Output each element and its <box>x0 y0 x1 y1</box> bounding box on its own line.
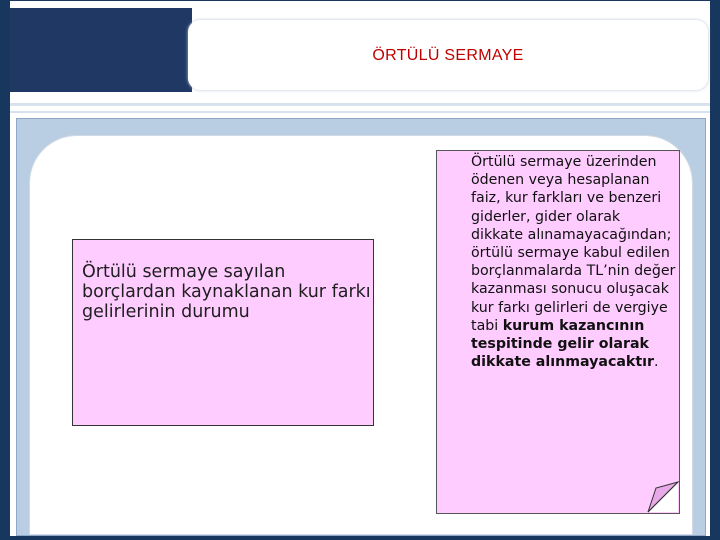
explanation-normal-text: Örtülü sermaye üzerinden ödenen veya hesaplanan faiz, kur farkları ve benzeri giderler, gider olarak dikkate alınamayacağından; örtülü sermaye kabul edilen borçlanmalarda TL’nin değer kazanması sonucu oluşacak kur farkı gelirleri de vergiye tabi <box>471 154 676 334</box>
explanation-text <box>471 153 676 371</box>
topic-text: Örtülü sermaye sayılan borçlardan kaynaklanan kur farkı gelirlerinin durumu <box>82 262 371 322</box>
page-title: ÖRTÜLÜ SERMAYE <box>372 47 524 64</box>
explanation-bold-text: kurum kazancının tespitinde gelir olarak dikkate alınmayacaktır <box>471 317 655 371</box>
explanation-end-text: . <box>654 354 659 371</box>
